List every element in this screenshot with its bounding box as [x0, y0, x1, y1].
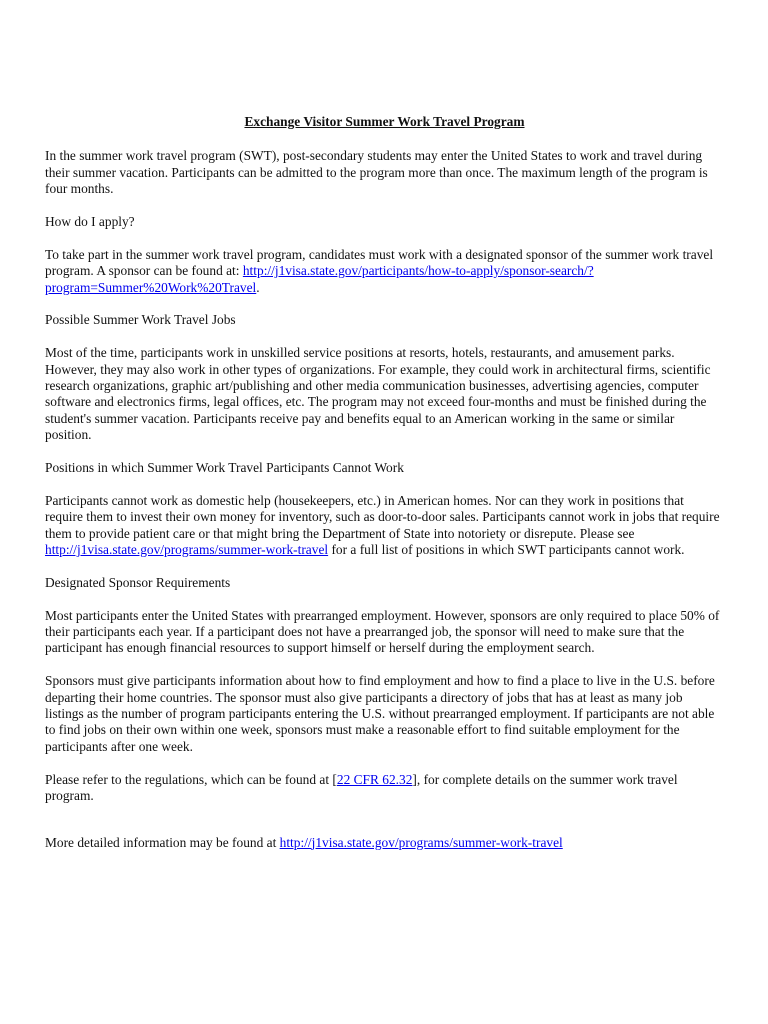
cannot-work-paragraph: [45, 493, 724, 559]
cannot-work-heading: Positions in which Summer Work Travel Participants Cannot Work: [45, 460, 404, 476]
more-info-text: More detailed information may be found at: [45, 834, 280, 850]
how-to-apply-heading: How do I apply?: [45, 214, 135, 230]
regulations-text-end: ], for complete details on the summer work travel program.: [45, 771, 678, 804]
regulations-paragraph: [45, 772, 724, 805]
sponsor-requirements-paragraph-1: Most participants enter the United States with prearranged employment. However, sponsors are only required to place 50% of their participants each year. If a participant does not have a prearranged job, the sponsor will need to make sure that the participant has enough financial resources to support himself or herself during the employment search.: [45, 607, 720, 656]
apply-text-end: .: [256, 279, 260, 295]
more-info-paragraph: [45, 835, 724, 851]
sponsor-search-link[interactable]: http://j1visa.state.gov/participants/how-to-apply/sponsor-search/?program=Summer%20Work%20Travel: [45, 263, 594, 295]
cannot-work-text: Participants cannot work as domestic help (housekeepers, etc.) in American homes. Nor can they work in positions that require them to invest their own money for inventory, such as door-to-door sales. Participants cannot work in jobs that require them to provide patient care or that might bring the Department of State into notoriety or disrepute. Please see: [45, 492, 720, 541]
intro-paragraph: In the summer work travel program (SWT), post-secondary students may enter the United States to work and travel during their summer vacation. Participants can be admitted to the program more than once. The maximum length of the program is four months.: [45, 148, 708, 197]
regulations-text: Please refer to the regulations, which can be found at [: [45, 771, 337, 787]
cannot-work-text-end: for a full list of positions in which SWT participants cannot work.: [328, 542, 685, 558]
sponsor-requirements-heading: Designated Sponsor Requirements: [45, 574, 231, 590]
apply-paragraph: [45, 247, 724, 296]
cfr-link[interactable]: 22 CFR 62.32: [336, 771, 413, 787]
jobs-paragraph: Most of the time, participants work in unskilled service positions at resorts, hotels, restaurants, and amusement parks. However, they may also work in other types of organizations. For example, they could work in architectural firms, scientific research organizations, graphic art/publishing and other media communication businesses, advertising agencies, computer software and electronics firms, legal offices, etc. The program may not exceed four-months and must be finished during the student's summer vacation. Participants receive pay and benefits equal to an American working in the same or similar position.: [45, 345, 711, 443]
sponsor-requirements-paragraph-2: Sponsors must give participants information about how to find employment and how to find a place to live in the U.S. before departing their home countries. The sponsor must also give participants a directory of jobs that has at least as many job listings as the number of program participants entering the U.S. without prearranged employment. If participants are not able to find jobs on their own within one week, sponsors must make a reasonable effort to find suitable employment for the participants after one week.: [45, 673, 715, 754]
programs-link[interactable]: http://j1visa.state.gov/programs/summer-work-travel: [45, 542, 329, 558]
jobs-heading: Possible Summer Work Travel Jobs: [45, 312, 236, 328]
document-title: Exchange Visitor Summer Work Travel Program: [244, 114, 525, 129]
more-info-link[interactable]: http://j1visa.state.gov/programs/summer-work-travel: [279, 834, 563, 850]
apply-text: To take part in the summer work travel program, candidates must work with a designated sponsor of the summer work travel program. A sponsor can be found at:: [45, 246, 714, 279]
